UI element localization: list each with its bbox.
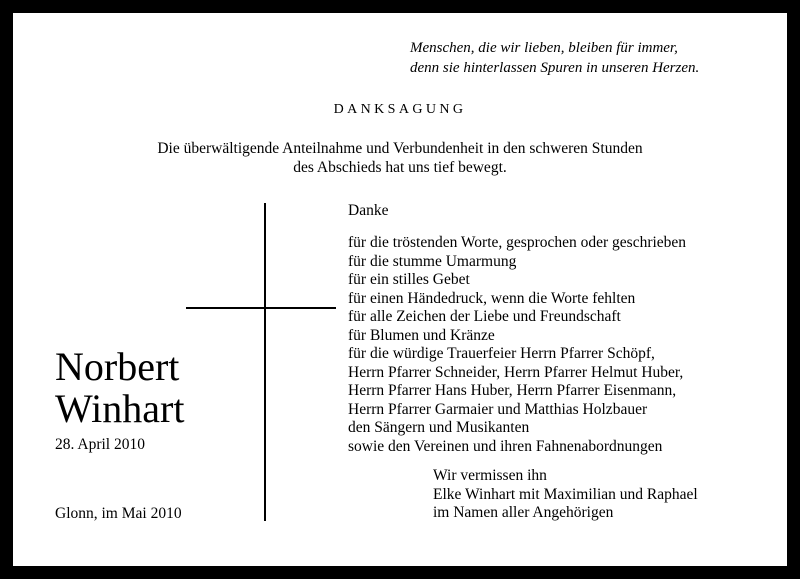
thanks-list-item: Herrn Pfarrer Garmaier und Matthias Holzbauer — [348, 400, 648, 418]
signature-line: Elke Winhart mit Maximilian und Raphael — [433, 485, 698, 503]
signature-line: Wir vermissen ihn — [433, 467, 547, 484]
death-date: 28. April 2010 — [55, 436, 145, 453]
quote-line: denn sie hinterlassen Spuren in unseren Herzen. — [410, 60, 700, 76]
intro-line: des Abschieds hat uns tief bewegt. — [293, 159, 507, 176]
thanks-list — [348, 234, 686, 456]
obituary-card — [13, 13, 787, 566]
thanks-list-item: sowie den Vereinen und ihren Fahnenabordnungen — [348, 437, 663, 455]
thanks-heading: Danke — [348, 202, 389, 219]
intro-line: Die überwältigende Anteilnahme und Verbundenheit in den schweren Stunden — [157, 140, 643, 157]
cross-vertical-bar — [264, 203, 266, 521]
signature-line: im Namen aller Angehörigen — [433, 504, 614, 521]
intro-text — [13, 139, 787, 177]
quote-line: Menschen, die wir lieben, bleiben für immer, — [410, 40, 678, 56]
heading-danksagung: DANKSAGUNG — [333, 102, 467, 117]
thanks-list-item: für alle Zeichen der Liebe und Freundschaft — [348, 308, 621, 325]
thanks-list-item: den Sängern und Musikanten — [348, 419, 530, 436]
thanks-list-item: für die tröstenden Worte, gesprochen oder geschrieben — [348, 234, 687, 251]
thanks-list-item: für Blumen und Kränze — [348, 326, 495, 344]
place-and-date: Glonn, im Mai 2010 — [55, 505, 182, 522]
thanks-list-item: für ein stilles Gebet — [348, 271, 470, 288]
deceased-name — [55, 346, 184, 430]
thanks-list-item: für die würdige Trauerfeier Herrn Pfarrer Schöpf, — [348, 345, 655, 362]
cross-horizontal-bar — [186, 307, 336, 309]
deceased-first-name: Norbert — [55, 344, 180, 389]
signature-block — [433, 467, 698, 523]
thanks-list-item: Herrn Pfarrer Schneider, Herrn Pfarrer Helmut Huber, — [348, 363, 684, 381]
thanks-list-item: für einen Händedruck, wenn die Worte fehlten — [348, 289, 636, 307]
thanks-list-item: für die stumme Umarmung — [348, 252, 517, 270]
memorial-quote — [410, 38, 699, 78]
thanks-list-item: Herrn Pfarrer Hans Huber, Herrn Pfarrer Eisenmann, — [348, 382, 677, 399]
deceased-last-name: Winhart — [55, 386, 185, 431]
